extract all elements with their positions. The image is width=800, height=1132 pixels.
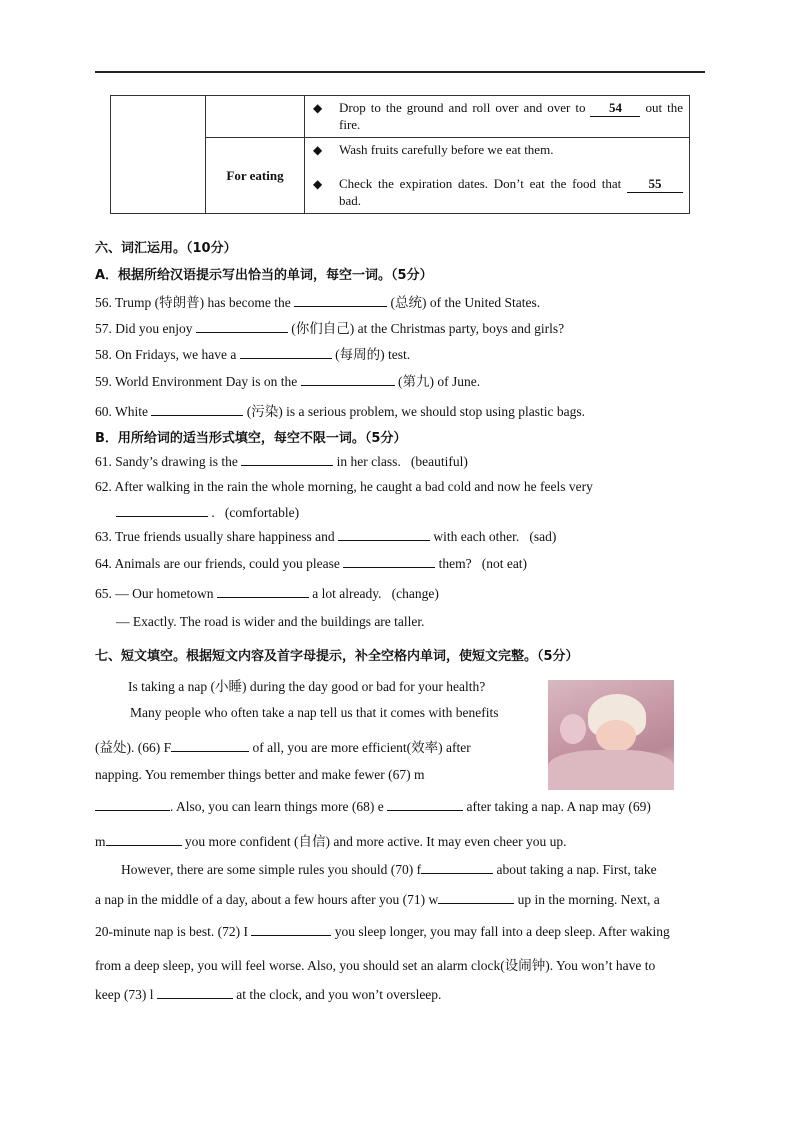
- table-cell: [305, 96, 690, 138]
- table-cell: [305, 138, 690, 214]
- bullet-item: ◆ Check the expiration dates. Don’t eat the food that 55 bad.: [311, 176, 683, 209]
- question-65-reply: — Exactly. The road is wider and the buildings are taller.: [116, 614, 425, 629]
- answer-blank-65[interactable]: [217, 585, 309, 598]
- section-7-title: 七、短文填空。根据短文内容及首字母提示，补全空格内单词，使短文完整。（5分）: [95, 649, 579, 664]
- empty-cell: [111, 96, 206, 214]
- safety-table: [110, 95, 690, 214]
- question-65: 65. — Our hometown a lot already. (change): [95, 586, 439, 601]
- passage-line-2: Many people who often take a nap tell us that it comes with benefits: [130, 705, 499, 720]
- bullet-item: ◆ Drop to the ground and roll over and over to 54 out the fire.: [313, 100, 683, 132]
- question-56: 56. Trump (特朗普) has become the (总统) of the United States.: [95, 295, 541, 310]
- passage-line-3: (益处). (66) F of all, you are more efficient(效率) after: [95, 740, 471, 755]
- answer-blank-64[interactable]: [343, 555, 435, 568]
- question-58: 58. On Fridays, we have a (每周的) test.: [95, 347, 411, 362]
- answer-blank-73[interactable]: [157, 986, 233, 999]
- row-label-for-eating: For eating: [206, 138, 305, 214]
- question-60: 60. White (污染) is a serious problem, we should stop using plastic bags.: [95, 404, 585, 419]
- section-6-title: 六、词汇运用。（10分）: [95, 241, 237, 256]
- passage-line-4: napping. You remember things better and make fewer (67) m: [95, 767, 425, 782]
- empty-label-cell: [206, 96, 305, 138]
- diamond-bullet-icon: ◆: [313, 143, 323, 157]
- top-rule: [95, 71, 705, 73]
- passage-line-9: 20-minute nap is best. (72) I you sleep longer, you may fall into a deep sleep. After waking: [95, 924, 670, 939]
- question-57: 57. Did you enjoy (你们自己) at the Christmas party, boys and girls?: [95, 321, 565, 336]
- blank-54[interactable]: 54: [590, 100, 640, 117]
- question-61: 61. Sandy’s drawing is the in her class. (beautiful): [95, 454, 468, 469]
- diamond-bullet-icon: ◆: [313, 177, 323, 191]
- answer-blank-71[interactable]: [438, 891, 514, 904]
- answer-blank-59[interactable]: [301, 373, 395, 386]
- answer-blank-61[interactable]: [241, 453, 333, 466]
- part-a-title: A．根据所给汉语提示写出恰当的单词，每空一词。（5分）: [95, 268, 433, 283]
- question-62-cont: . (comfortable): [116, 504, 726, 521]
- answer-blank-63[interactable]: [338, 528, 430, 541]
- table-row: [111, 96, 690, 138]
- passage-line-1: Is taking a nap (小睡) during the day good or bad for your health?: [128, 679, 486, 694]
- blank-55[interactable]: 55: [627, 176, 683, 193]
- question-59: 59. World Environment Day is on the (第九) of June.: [95, 374, 481, 389]
- passage-line-7: However, there are some simple rules you should (70) f about taking a nap. First, take: [121, 862, 657, 877]
- passage-line-11: keep (73) l at the clock, and you won’t oversleep.: [95, 987, 442, 1002]
- answer-blank-68[interactable]: [387, 798, 463, 811]
- answer-blank-67[interactable]: [95, 798, 170, 811]
- question-62: 62. After walking in the rain the whole morning, he caught a bad cold and now he feels very: [95, 479, 593, 494]
- bullet-item: ◆ Wash fruits carefully before we eat them.: [313, 142, 554, 157]
- question-64: 64. Animals are our friends, could you please them? (not eat): [95, 556, 528, 571]
- answer-blank-57[interactable]: [196, 320, 288, 333]
- answer-blank-62[interactable]: [116, 504, 208, 517]
- question-63: 63. True friends usually share happiness and with each other. (sad): [95, 529, 557, 544]
- answer-blank-66[interactable]: [171, 739, 249, 752]
- answer-blank-60[interactable]: [151, 403, 243, 416]
- answer-blank-70[interactable]: [421, 861, 493, 874]
- passage-line-8: a nap in the middle of a day, about a few hours after you (71) w up in the morning. Next, a: [95, 892, 660, 907]
- answer-blank-72[interactable]: [251, 923, 331, 936]
- passage-line-6: m you more confident (自信) and more active. It may even cheer you up.: [95, 834, 567, 849]
- answer-blank-56[interactable]: [294, 294, 387, 307]
- passage-line-5: . Also, you can learn things more (68) e after taking a nap. A nap may (69): [95, 798, 705, 815]
- part-b-title: B．用所给词的适当形式填空，每空不限一词。（5分）: [95, 431, 407, 446]
- diamond-bullet-icon: ◆: [313, 101, 323, 115]
- answer-blank-58[interactable]: [240, 346, 332, 359]
- passage-line-10: from a deep sleep, you will feel worse. Also, you should set an alarm clock(设闹钟). You won’t have to: [95, 958, 656, 973]
- answer-blank-69[interactable]: [106, 833, 182, 846]
